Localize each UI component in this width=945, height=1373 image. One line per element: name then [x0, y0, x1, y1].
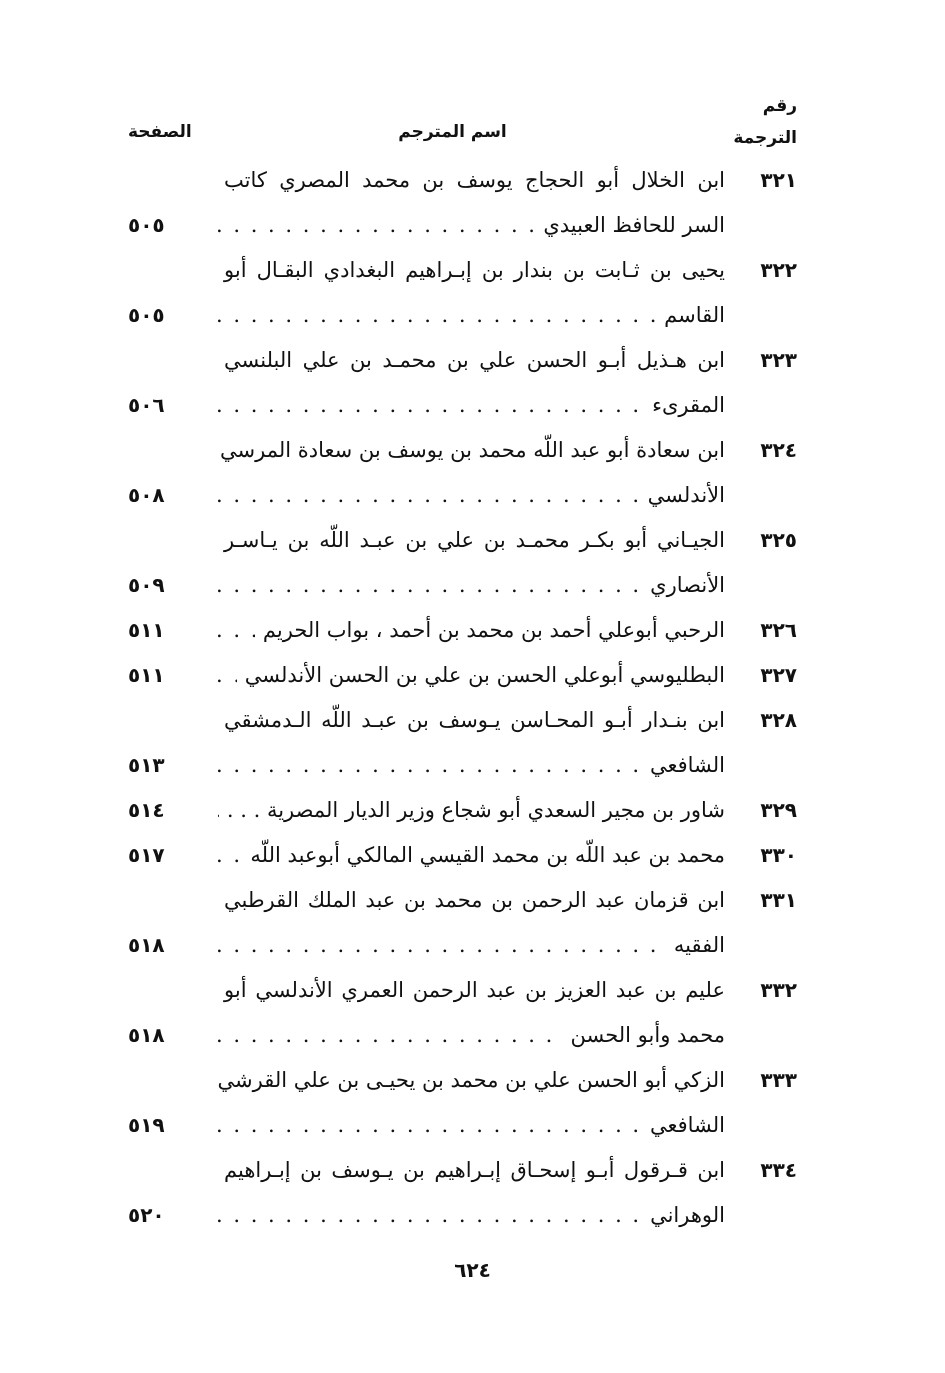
index-entry	[128, 158, 797, 248]
entry-number: ٣٣٢	[760, 978, 797, 1002]
entry-name-line	[216, 1103, 725, 1148]
entry-name-text: المقرىء	[644, 393, 725, 417]
entry-name-text: محمد بن عبد اللّه بن محمد القيسي المالكي أبوعبد اللّه	[242, 843, 725, 867]
entry-name-text: شاور بن مجير السعدي أبو شجاع وزير الديار المصرية . . .	[219, 798, 725, 822]
entry-number: ٣٣٣	[760, 1068, 797, 1092]
entry-name-line	[216, 248, 725, 293]
entry-name-text: ابن قزمان عبد الرحمن بن محمد بن عبد الملك القرطبي	[216, 888, 725, 912]
entry-page: ٥١١	[128, 663, 165, 687]
entry-page: ٥١٨	[128, 1023, 165, 1047]
entry-name-line	[216, 1013, 725, 1058]
entry-name-line	[216, 518, 725, 563]
entry-number: ٣٣٤	[760, 1158, 797, 1182]
entry-name-text: ابن بنـدار أبـو المحـاسن يـوسف بن عبـد اللّه الـدمشقي	[216, 708, 725, 732]
index-entry	[128, 1148, 797, 1238]
entry-number: ٣٢٣	[760, 348, 797, 372]
entry-page: ٥٢٠	[128, 1203, 165, 1227]
entry-name-line	[216, 158, 725, 203]
entry-name-line	[216, 788, 725, 833]
index-entry	[128, 608, 797, 653]
entry-number: ٣٢٥	[760, 528, 797, 552]
entry-page: ٥١٤	[128, 798, 165, 822]
index-entry	[128, 338, 797, 428]
entry-page: ٥٠٩	[128, 573, 165, 597]
entry-name-text: الرحبي أبوعلي أحمد بن محمد بن أحمد ، بواب الحريم	[255, 618, 725, 642]
index-entry	[128, 428, 797, 518]
entry-name-line	[216, 1058, 725, 1103]
entry-name-text: ابن قـرقول أبـو إسحـاق إبـراهيم بن يـوسف بن إبـراهيم	[216, 1158, 725, 1182]
entry-name-line	[216, 743, 725, 788]
entry-page: ٥٠٦	[128, 393, 165, 417]
entry-name-line	[216, 338, 725, 383]
entry-name-text: الشافعي	[642, 1113, 725, 1137]
entry-name-line	[216, 1148, 725, 1193]
entry-name-text: السر للحافظ العبيدي	[535, 213, 725, 237]
entry-name-line	[216, 383, 725, 428]
entry-page: ٥٠٥	[128, 213, 165, 237]
entry-name-text: الشافعي	[642, 753, 725, 777]
entry-name-line	[216, 878, 725, 923]
entry-name-text: ابن سعادة أبو عبد اللّه محمد بن يوسف بن سعادة المرسي	[216, 438, 725, 462]
entry-name-text: ابن الخلال أبو الحجاج يوسف بن محمد المصري كاتب	[216, 168, 725, 192]
column-header-number-line1: رقم	[762, 96, 797, 116]
index-entry	[128, 518, 797, 608]
page-number: ٦٢٤	[454, 1258, 491, 1282]
entry-number: ٣٢٦	[760, 618, 797, 642]
entry-name-line	[216, 608, 725, 653]
entry-number: ٣٢٢	[760, 258, 797, 282]
entry-page: ٥١٧	[128, 843, 165, 867]
entry-name-text: يحيى بن ثـابت بن بندار بن إبـراهيم البغدادي البقـال أبو	[216, 258, 725, 282]
entry-name-line	[216, 833, 725, 878]
entry-name-line	[216, 473, 725, 518]
entry-number: ٣٢٧	[760, 663, 797, 687]
entry-name-text: البطليوسي أبوعلي الحسن بن علي بن الحسن الأندلسي	[237, 663, 725, 687]
entry-page: ٥١٣	[128, 753, 165, 777]
entry-name-line	[216, 1193, 725, 1238]
index-entry	[128, 878, 797, 968]
entry-name-text: القاسم	[656, 303, 725, 327]
entry-name-text: الأنصاري	[642, 573, 725, 597]
index-entry	[128, 698, 797, 788]
entry-name-line	[216, 428, 725, 473]
entry-page: ٥١٩	[128, 1113, 165, 1137]
entry-number: ٣٣٠	[760, 843, 797, 867]
column-header-page: الصفحة	[128, 122, 192, 142]
entry-name-text: محمد وأبو الحسن	[563, 1023, 726, 1047]
entry-name-text: الزكي أبو الحسن علي بن محمد بن يحيـى بن علي القرشي	[216, 1068, 725, 1092]
entry-name-text: الفقيه	[666, 933, 725, 957]
index-entry	[128, 248, 797, 338]
entry-number: ٣٢٤	[760, 438, 797, 462]
entry-name-line	[216, 563, 725, 608]
entry-name-line	[216, 698, 725, 743]
index-entry	[128, 1058, 797, 1148]
entry-name-line	[216, 293, 725, 338]
entry-name-text: عليم بن عبد العزيز بن عبد الرحمن العمري الأندلسي أبو	[216, 978, 725, 1002]
entry-name-line	[216, 203, 725, 248]
entry-name-line	[216, 923, 725, 968]
entry-page: ٥١٨	[128, 933, 165, 957]
entry-page: ٥١١	[128, 618, 165, 642]
entry-name-line	[216, 968, 725, 1013]
index-entry	[128, 968, 797, 1058]
index-entry	[128, 833, 797, 878]
entry-number: ٣٢٩	[760, 798, 797, 822]
entry-name-line	[216, 653, 725, 698]
entries-list	[128, 158, 797, 1238]
column-header-name: اسم المترجم	[398, 122, 507, 142]
index-entry	[128, 653, 797, 698]
entry-name-text: الوهراني	[642, 1203, 725, 1227]
entry-page: ٥٠٨	[128, 483, 165, 507]
entry-number: ٣٣١	[760, 888, 797, 912]
entry-number: ٣٢٨	[760, 708, 797, 732]
index-entry	[128, 788, 797, 833]
entry-name-text: الجيـاني أبو بكـر محمـد بن علي بن عبـد اللّه بن يـاسـر	[216, 528, 725, 552]
entry-name-text: ابن هـذيل أبـو الحسن علي بن محمـد بن علي البلنسي	[216, 348, 725, 372]
entry-number: ٣٢١	[760, 168, 797, 192]
entry-name-text: الأندلسي	[640, 483, 725, 507]
entry-page: ٥٠٥	[128, 303, 165, 327]
column-header-number-line2: الترجمة	[733, 128, 797, 148]
